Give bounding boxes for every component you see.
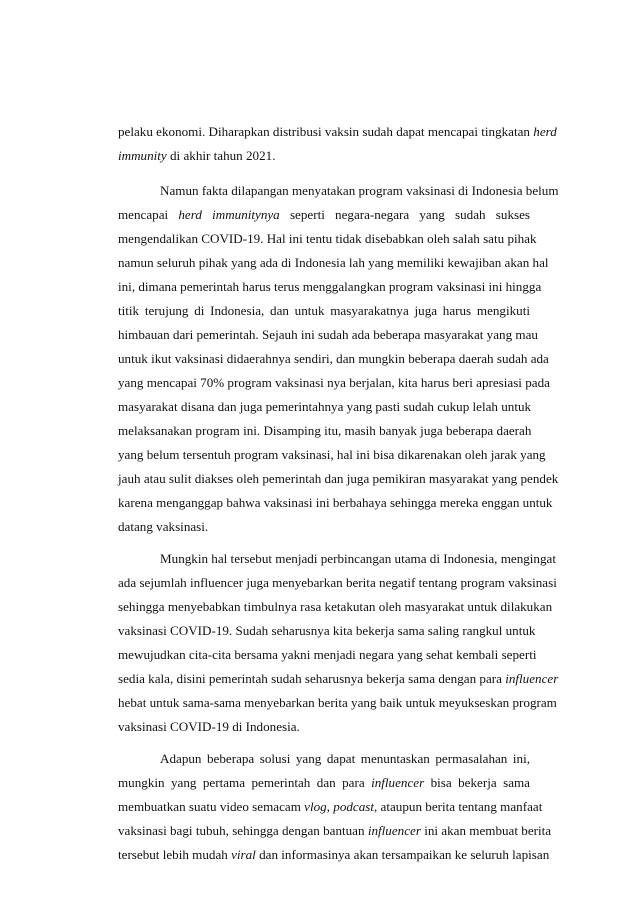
text-run: sedia kala, disini pemerintah sudah seharusnya bekerja sama dengan para (118, 671, 506, 686)
italic-term: podcast (333, 799, 374, 814)
text-line (118, 646, 537, 664)
text-line (118, 622, 536, 640)
text-run: yang belum tersentuh program vaksinasi, hal ini bisa dikarenakan oleh jarak yang (118, 447, 546, 462)
text-line (118, 670, 559, 688)
text-run: melaksanakan program ini. Disamping itu, masih banyak juga beberapa daerah (118, 423, 532, 438)
text-line (118, 398, 530, 416)
text-line (118, 446, 546, 464)
text-line (118, 774, 530, 792)
text-line (118, 278, 542, 296)
text-run: untuk ikut vaksinasi didaerahnya sendiri, dan mungkin beberapa daerah sudah ada (118, 351, 549, 366)
text-run: Adapun beberapa solusi yang dapat menuntaskan permasalahan ini, (160, 751, 530, 766)
text-run: mewujudkan cita-cita bersama yakni menjadi negara yang sehat kembali seperti (118, 647, 537, 662)
italic-term: influencer (505, 671, 559, 686)
text-line (118, 147, 530, 165)
text-run: Mungkin hal tersebut menjadi perbincangan utama di Indonesia, mengingat (160, 551, 556, 566)
text-line (118, 123, 557, 141)
text-run: ini akan membuat berita (420, 823, 552, 838)
italic-term: viral (231, 847, 256, 862)
text-line (160, 750, 530, 768)
text-line (118, 574, 557, 592)
text-line (118, 694, 557, 712)
text-line (118, 254, 549, 272)
text-run: himbauan dari pemerintah. Sejauh ini sudah ada beberapa masyarakat yang mau (118, 327, 538, 342)
text-line (118, 230, 537, 248)
text-line (118, 718, 530, 736)
text-line (160, 550, 556, 568)
text-line (118, 822, 552, 840)
text-line (118, 846, 550, 864)
text-run: ini, dimana pemerintah harus terus menggalangkan program vaksinasi ini hingga (118, 279, 542, 294)
text-run: masyarakat disana dan juga pemerintahnya yang pasti sudah cukup lelah untuk (118, 399, 532, 414)
text-line (118, 494, 553, 512)
text-run: karena menganggap bahwa vaksinasi ini berbahaya sehingga mereka enggan untuk (118, 495, 553, 510)
text-line (118, 470, 559, 488)
text-run: mencapai (118, 207, 179, 222)
text-run: , ataupun berita tentang manfaat (374, 799, 543, 814)
text-run: di akhir tahun 2021. (166, 148, 276, 163)
text-line (118, 422, 530, 440)
text-line (118, 798, 543, 816)
text-line (160, 182, 559, 200)
text-run: ada sejumlah influencer juga menyebarkan berita negatif tentang program vaksinasi (118, 575, 557, 590)
italic-term: influencer (367, 823, 421, 838)
text-run: mengendalikan COVID-19. Hal ini tentu tidak disebabkan oleh salah satu pihak (118, 231, 537, 246)
text-line (118, 518, 530, 536)
italic-term: vlog (304, 799, 327, 814)
text-line (118, 326, 538, 344)
text-line (118, 374, 550, 392)
text-line (118, 350, 549, 368)
italic-term: immunity (118, 148, 167, 163)
text-run: pelaku ekonomi. Diharapkan distribusi vaksin sudah dapat mencapai tingkatan (118, 124, 534, 139)
text-run: datang vaksinasi. (118, 519, 209, 534)
text-run: sehingga menyebabkan timbulnya rasa ketakutan oleh masyarakat untuk dilakukan (118, 599, 553, 614)
text-run: titik terujung di Indonesia, dan untuk masyarakatnya juga harus mengikuti (118, 303, 530, 318)
text-run: vaksinasi COVID-19. Sudah seharusnya kita bekerja sama saling rangkul untuk (118, 623, 536, 638)
text-run: , (326, 799, 334, 814)
text-run: tersebut lebih mudah (118, 847, 232, 862)
text-line (118, 598, 553, 616)
text-run: Namun fakta dilapangan menyatakan program vaksinasi di Indonesia belum (160, 183, 559, 198)
text-run: yang mencapai 70% program vaksinasi nya berjalan, kita harus beri apresiasi pada (118, 375, 550, 390)
text-run: dan informasinya akan tersampaikan ke seluruh lapisan (255, 847, 550, 862)
italic-term: herd (533, 124, 557, 139)
text-run: bisa bekerja sama (424, 775, 530, 790)
text-run: hebat untuk sama-sama menyebarkan berita yang baik untuk meyukseskan program (118, 695, 557, 710)
text-run: mungkin yang pertama pemerintah dan para (118, 775, 372, 790)
text-run: namun seluruh pihak yang ada di Indonesia lah yang memiliki kewajiban akan hal (118, 255, 549, 270)
text-run: vaksinasi COVID-19 di Indonesia. (118, 719, 300, 734)
text-run: seperti negara-negara yang sudah sukses (279, 207, 530, 222)
text-line (118, 206, 530, 224)
text-run: vaksinasi bagi tubuh, sehingga dengan bantuan (118, 823, 368, 838)
italic-term: herd immunitynya (178, 207, 280, 222)
text-run: membuatkan suatu video semacam (118, 799, 305, 814)
text-run: jauh atau sulit diakses oleh pemerintah dan juga pemikiran masyarakat yang pendek (118, 471, 559, 486)
text-line (118, 302, 530, 320)
italic-term: influencer (371, 775, 425, 790)
